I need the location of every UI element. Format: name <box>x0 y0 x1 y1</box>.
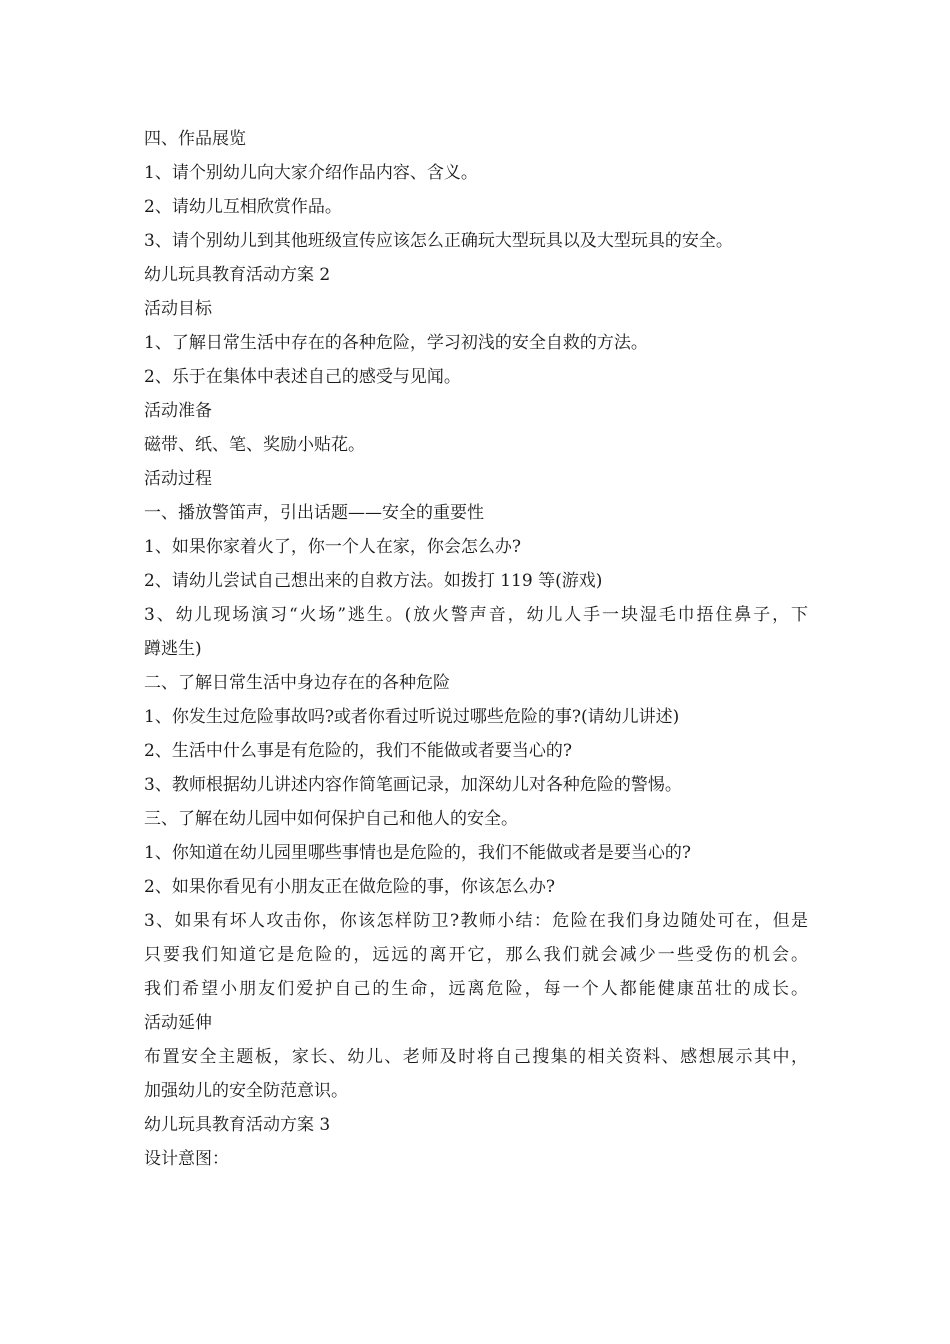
list-item: 1、你发生过危险事故吗?或者你看过听说过哪些危险的事?(请幼儿讲述) <box>144 707 680 727</box>
list-item-continuation: 蹲逃生) <box>144 639 202 659</box>
list-item: 1、如果你家着火了，你一个人在家，你会怎么办? <box>144 537 521 557</box>
list-item: 1、你知道在幼儿园里哪些事情也是危险的，我们不能做或者是要当心的? <box>144 843 691 863</box>
list-item-continuation: 我们希望小朋友们爱护自己的生命，远离危险，每一个人都能健康茁壮的成长。 <box>144 979 808 999</box>
document-page <box>144 122 808 1176</box>
paragraph: 磁带、纸、笔、奖励小贴花。 <box>144 435 365 455</box>
list-item: 1、了解日常生活中存在的各种危险，学习初浅的安全自救的方法。 <box>144 333 648 353</box>
list-item: 3、如果有坏人攻击你，你该怎样防卫?教师小结：危险在我们身边随处可在，但是 <box>144 911 808 931</box>
section-heading-works-exhibition: 四、作品展览 <box>144 129 246 149</box>
section-heading-preparation: 活动准备 <box>144 401 212 421</box>
list-item: 2、请幼儿互相欣赏作品。 <box>144 197 342 217</box>
list-item-continuation: 只要我们知道它是危险的，远远的离开它，那么我们就会减少一些受伤的机会。 <box>144 945 808 965</box>
paragraph-continuation: 加强幼儿的安全防范意识。 <box>144 1081 348 1101</box>
subsection-heading: 二、了解日常生活中身边存在的各种危险 <box>144 673 450 693</box>
section-heading-design-intent: 设计意图： <box>144 1149 229 1169</box>
list-item: 1、请个别幼儿向大家介绍作品内容、含义。 <box>144 163 478 183</box>
list-item: 2、乐于在集体中表述自己的感受与见闻。 <box>144 367 461 387</box>
list-item: 3、请个别幼儿到其他班级宣传应该怎么正确玩大型玩具以及大型玩具的安全。 <box>144 231 733 251</box>
section-heading-extension: 活动延伸 <box>144 1013 212 1033</box>
list-item: 2、生活中什么事是有危险的，我们不能做或者要当心的? <box>144 741 572 761</box>
list-item: 3、教师根据幼儿讲述内容作简笔画记录，加深幼儿对各种危险的警惕。 <box>144 775 682 795</box>
paragraph: 布置安全主题板，家长、幼儿、老师及时将自己搜集的相关资料、感想展示其中， <box>144 1047 808 1067</box>
list-item: 2、如果你看见有小朋友正在做危险的事，你该怎么办? <box>144 877 555 897</box>
subsection-heading: 一、播放警笛声，引出话题——安全的重要性 <box>144 503 484 523</box>
section-heading-process: 活动过程 <box>144 469 212 489</box>
plan-title-2: 幼儿玩具教育活动方案 2 <box>144 265 331 285</box>
list-item: 2、请幼儿尝试自己想出来的自救方法。如拨打 119 等(游戏) <box>144 571 603 591</box>
section-heading-goals: 活动目标 <box>144 299 212 319</box>
subsection-heading: 三、了解在幼儿园中如何保护自己和他人的安全。 <box>144 809 518 829</box>
list-item: 3、幼儿现场演习“火场”逃生。(放火警声音，幼儿人手一块湿毛巾捂住鼻子，下 <box>144 605 808 625</box>
plan-title-3: 幼儿玩具教育活动方案 3 <box>144 1115 331 1135</box>
